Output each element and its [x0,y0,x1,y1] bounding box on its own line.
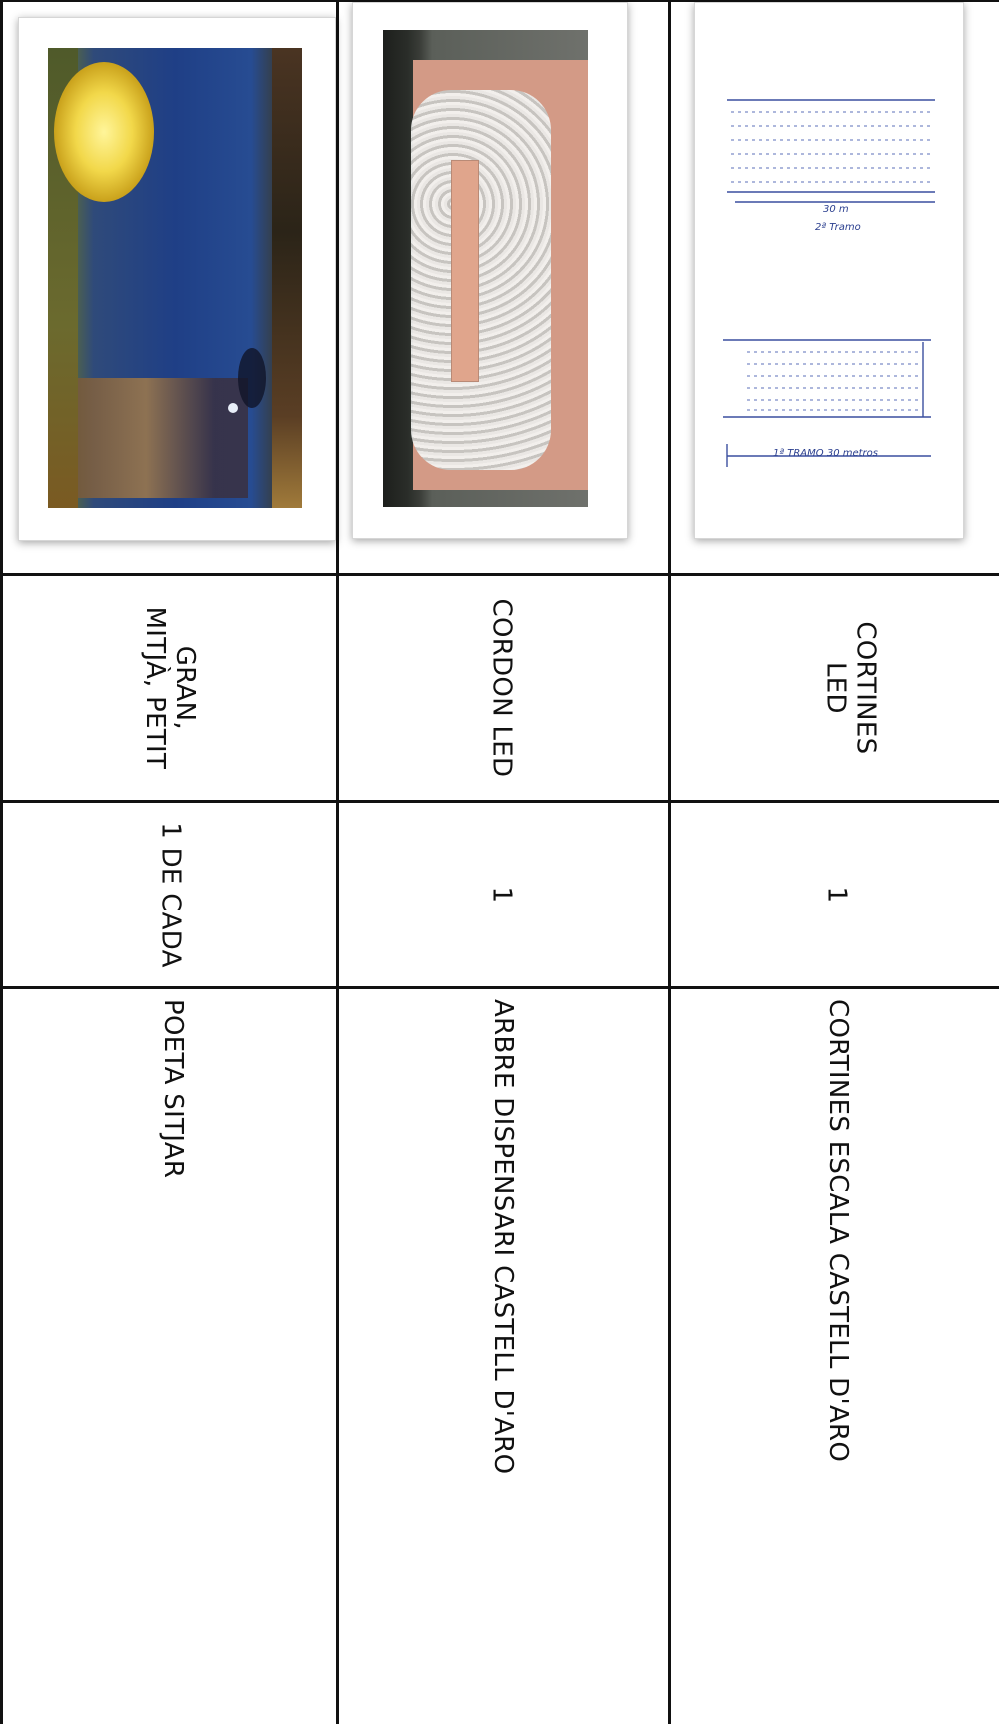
description-line: LED [821,662,851,714]
location-cell-2 [470,989,530,1724]
led-cord-box-photo [383,30,588,507]
description-cell-1 [3,576,336,800]
description-text-3 [820,621,880,754]
description-line: GRAN, [170,645,201,731]
description-cell-2 [470,576,530,800]
column-divider-1 [336,0,339,1724]
quantity-text-2: 1 [485,886,516,903]
night-scene-light-ball-photo [48,48,302,508]
quantity-cell-3 [805,803,865,986]
description-line: CORDON LED [485,598,516,778]
description-text-1 [140,607,200,770]
location-text-2: ARBRE DISPENSARI CASTELL D'ARO [488,999,518,1475]
location-cell-1 [140,989,200,1724]
sketch-note-top: 2ª Tramo [815,222,861,233]
description-text-2 [485,599,515,778]
quantity-text-3: 1 [820,886,851,903]
location-text-3: CORTINES ESCALA CASTELL D'ARO [823,999,853,1463]
light-ball-decoration [54,62,154,202]
curtains-sketch [703,12,958,524]
led-cord-coil [411,90,551,470]
description-line: MITJÀ, PETIT [140,606,171,770]
location-cell-3 [805,989,865,1724]
sketch-dimension-top: 30 m [823,204,849,215]
location-text-1: POETA SITJAR [158,999,188,1179]
description-line: CORTINES [850,621,881,755]
table-left-border [0,0,3,1724]
quantity-cell-1 [140,803,200,986]
description-cell-3 [805,576,895,800]
quantity-cell-2 [470,803,530,986]
column-divider-2 [668,0,671,1724]
sketch-note-bottom: 1ª TRAMO 30 metros [773,448,878,459]
quantity-text-1: 1 DE CADA [155,821,186,968]
